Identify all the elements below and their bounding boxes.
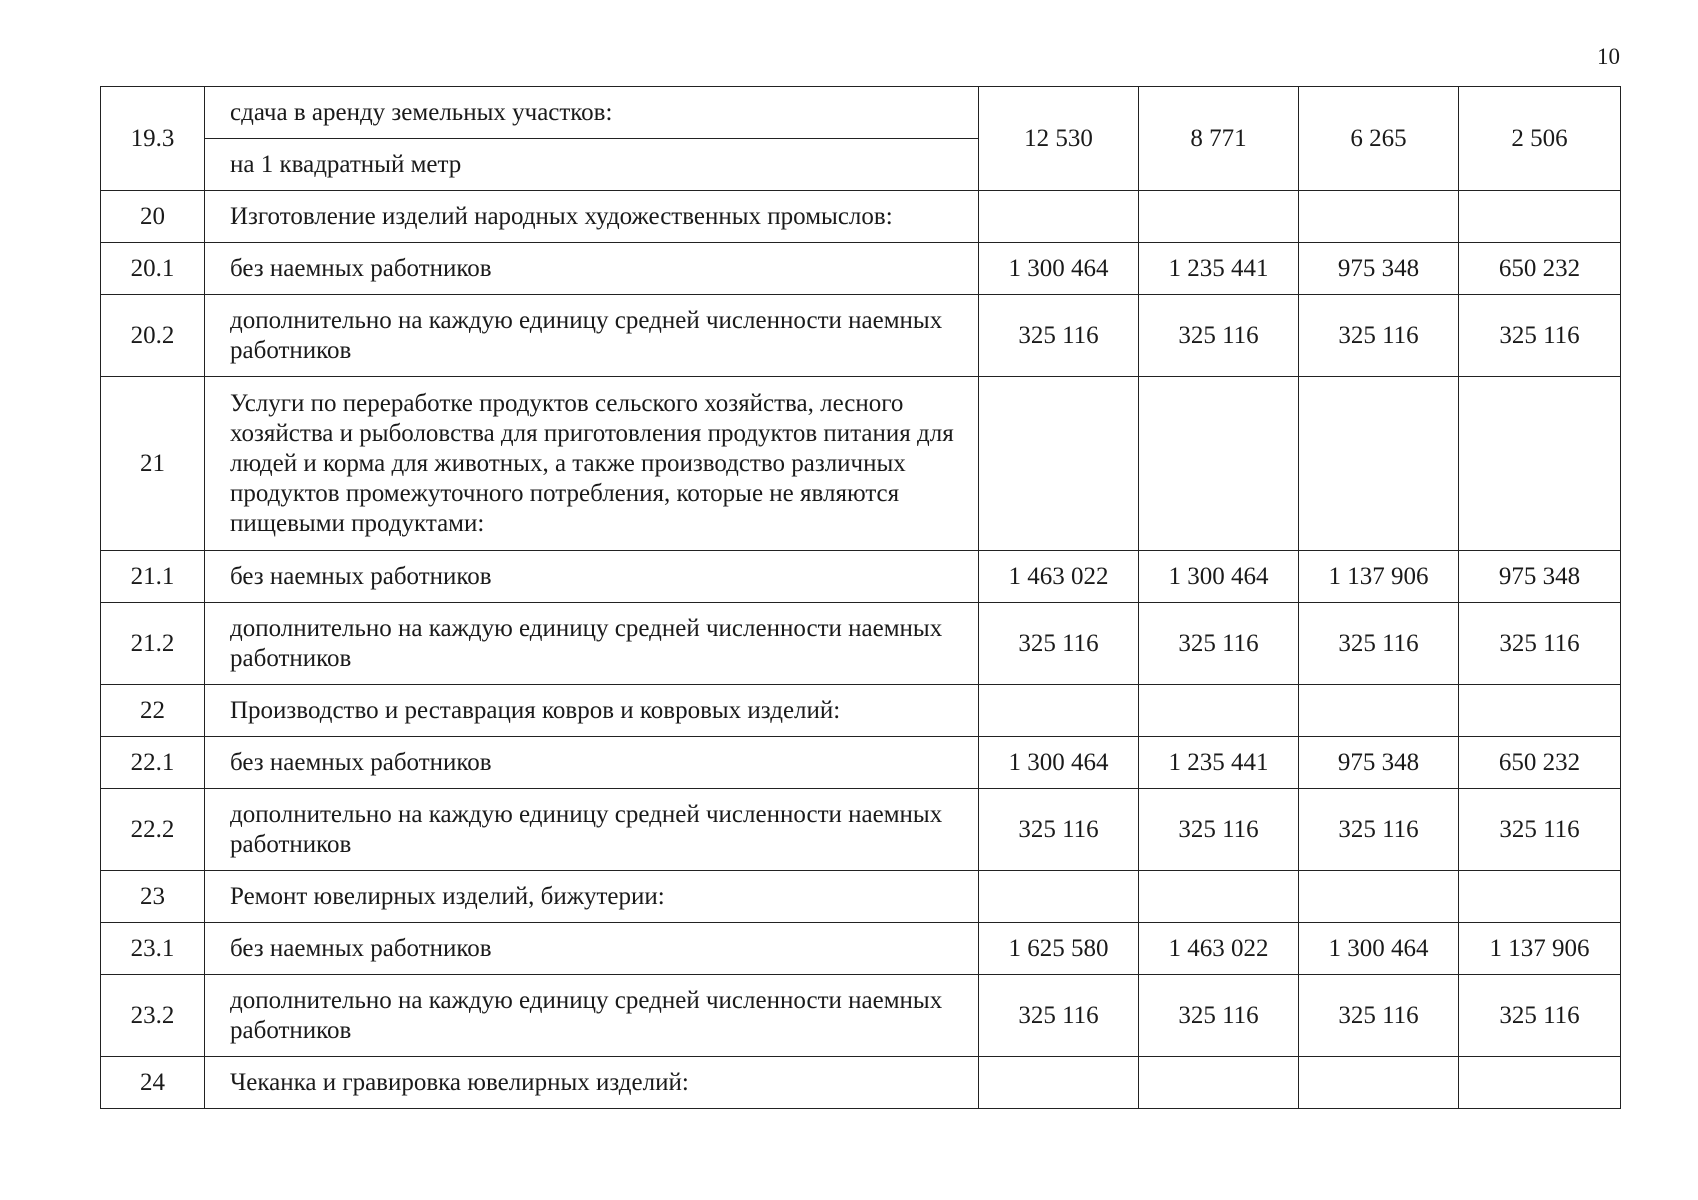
value-cell [1299, 191, 1459, 243]
row-number: 21.2 [101, 603, 205, 685]
table-row [101, 923, 1621, 975]
value-cell [1459, 1057, 1621, 1109]
table-row [101, 191, 1621, 243]
page-number: 10 [1597, 44, 1620, 69]
row-number: 22 [101, 685, 205, 737]
row-description: Услуги по переработке продуктов сельского хозяйства, лесного хозяйства и рыболовства для приготовления продуктов питания для людей и корма для животных, а также производство различных продуктов промежуточного потребления, которые не являются пищевыми продуктами: [205, 377, 979, 551]
value-cell: 6 265 [1299, 87, 1459, 191]
value-cell [1139, 871, 1299, 923]
row-number: 21 [101, 377, 205, 551]
table-row [101, 975, 1621, 1057]
value-cell: 325 116 [979, 603, 1139, 685]
value-cell: 325 116 [1139, 295, 1299, 377]
table-row [101, 789, 1621, 871]
table-row [101, 295, 1621, 377]
value-cell: 975 348 [1459, 551, 1621, 603]
value-cell [979, 685, 1139, 737]
value-cell [1299, 871, 1459, 923]
value-cell: 12 530 [979, 87, 1139, 191]
row-number: 22.1 [101, 737, 205, 789]
value-cell: 650 232 [1459, 243, 1621, 295]
value-cell: 325 116 [1459, 603, 1621, 685]
row-number: 23.2 [101, 975, 205, 1057]
value-cell: 1 463 022 [979, 551, 1139, 603]
row-number: 23.1 [101, 923, 205, 975]
table-row [101, 551, 1621, 603]
value-cell [1459, 191, 1621, 243]
value-cell: 325 116 [1139, 603, 1299, 685]
value-cell [1299, 1057, 1459, 1109]
value-cell: 1 625 580 [979, 923, 1139, 975]
table-row [101, 87, 1621, 139]
value-cell: 1 300 464 [979, 737, 1139, 789]
row-number: 20.1 [101, 243, 205, 295]
value-cell: 2 506 [1459, 87, 1621, 191]
table-body [101, 87, 1621, 1109]
value-cell: 975 348 [1299, 737, 1459, 789]
row-description: без наемных работников [205, 737, 979, 789]
value-cell: 325 116 [1459, 975, 1621, 1057]
row-description: на 1 квадратный метр [205, 139, 979, 191]
value-cell: 1 235 441 [1139, 243, 1299, 295]
row-number: 22.2 [101, 789, 205, 871]
row-description: дополнительно на каждую единицу средней численности наемных работников [205, 789, 979, 871]
value-cell [1459, 685, 1621, 737]
value-cell: 325 116 [1139, 975, 1299, 1057]
value-cell [1139, 191, 1299, 243]
table-row [101, 377, 1621, 551]
value-cell: 650 232 [1459, 737, 1621, 789]
value-cell: 325 116 [1459, 295, 1621, 377]
value-cell [1459, 871, 1621, 923]
row-number: 21.1 [101, 551, 205, 603]
table-row [101, 243, 1621, 295]
value-cell [979, 191, 1139, 243]
value-cell: 8 771 [1139, 87, 1299, 191]
row-description: Производство и реставрация ковров и ковровых изделий: [205, 685, 979, 737]
value-cell: 325 116 [1299, 295, 1459, 377]
value-cell [1299, 685, 1459, 737]
table-row [101, 871, 1621, 923]
value-cell: 1 300 464 [979, 243, 1139, 295]
row-number: 24 [101, 1057, 205, 1109]
value-cell: 325 116 [979, 975, 1139, 1057]
value-cell [1139, 377, 1299, 551]
value-cell [1139, 685, 1299, 737]
value-cell [1459, 377, 1621, 551]
row-description: без наемных работников [205, 551, 979, 603]
table-row [101, 685, 1621, 737]
row-number: 19.3 [101, 87, 205, 191]
row-description: дополнительно на каждую единицу средней численности наемных работников [205, 295, 979, 377]
value-cell: 1 235 441 [1139, 737, 1299, 789]
row-number: 23 [101, 871, 205, 923]
row-description: без наемных работников [205, 243, 979, 295]
value-cell: 325 116 [1299, 789, 1459, 871]
value-cell [1299, 377, 1459, 551]
value-cell: 1 463 022 [1139, 923, 1299, 975]
table-row [101, 1057, 1621, 1109]
value-cell [979, 1057, 1139, 1109]
value-cell: 975 348 [1299, 243, 1459, 295]
value-cell: 325 116 [979, 295, 1139, 377]
row-description: Изготовление изделий народных художественных промыслов: [205, 191, 979, 243]
value-cell [979, 871, 1139, 923]
row-description: дополнительно на каждую единицу средней численности наемных работников [205, 603, 979, 685]
value-cell [979, 377, 1139, 551]
row-description: Чеканка и гравировка ювелирных изделий: [205, 1057, 979, 1109]
tariff-table [100, 86, 1621, 1109]
value-cell: 325 116 [979, 789, 1139, 871]
row-number: 20.2 [101, 295, 205, 377]
value-cell: 325 116 [1139, 789, 1299, 871]
value-cell: 1 300 464 [1139, 551, 1299, 603]
value-cell: 1 137 906 [1299, 551, 1459, 603]
row-description: дополнительно на каждую единицу средней численности наемных работников [205, 975, 979, 1057]
table-row [101, 603, 1621, 685]
value-cell [1139, 1057, 1299, 1109]
value-cell: 325 116 [1299, 603, 1459, 685]
value-cell: 325 116 [1299, 975, 1459, 1057]
value-cell: 325 116 [1459, 789, 1621, 871]
row-number: 20 [101, 191, 205, 243]
row-description: без наемных работников [205, 923, 979, 975]
table-row [101, 737, 1621, 789]
value-cell: 1 300 464 [1299, 923, 1459, 975]
row-description: Ремонт ювелирных изделий, бижутерии: [205, 871, 979, 923]
row-description: сдача в аренду земельных участков: [205, 87, 979, 139]
value-cell: 1 137 906 [1459, 923, 1621, 975]
